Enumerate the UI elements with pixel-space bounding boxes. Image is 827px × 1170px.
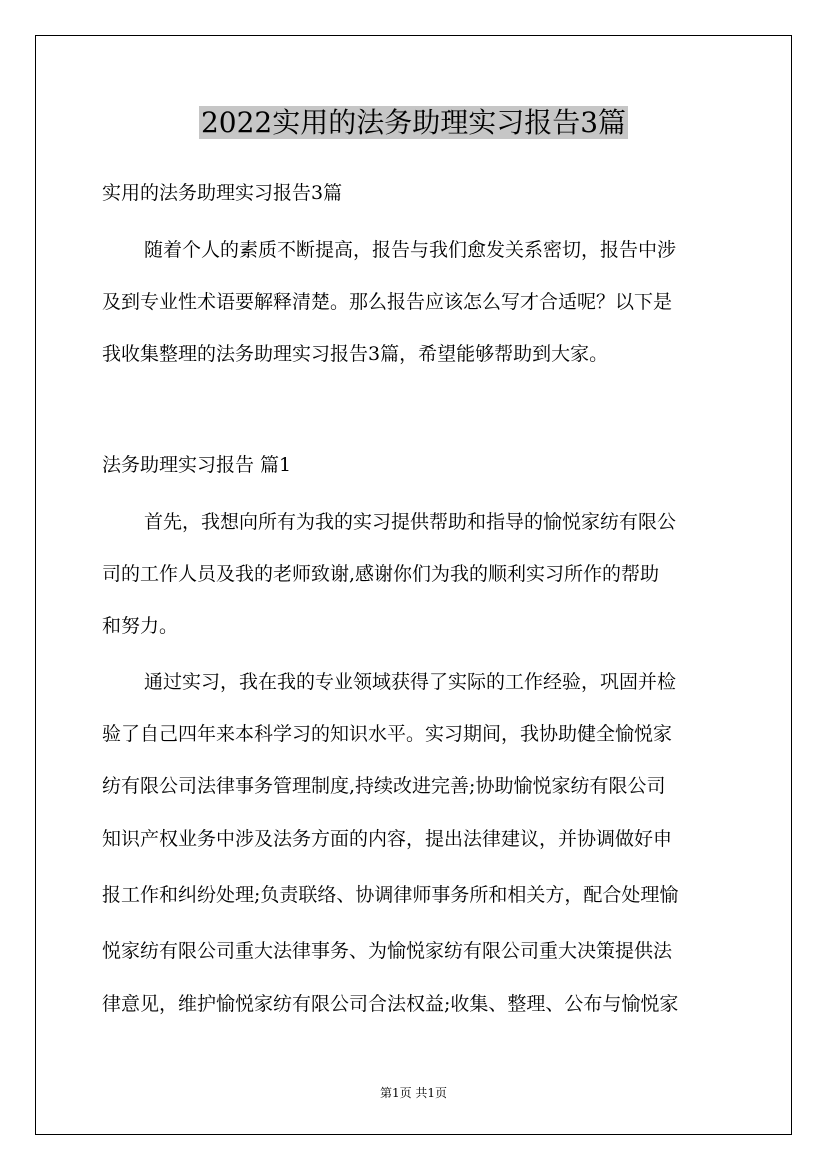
paragraph-line: 司的工作人员及我的老师致谢,感谢你们为我的顺利实习所作的帮助	[102, 563, 660, 585]
section-heading: 法务助理实习报告 篇1	[102, 454, 292, 476]
document-subtitle: 实用的法务助理实习报告3篇	[102, 182, 343, 204]
paragraph-line: 知识产权业务中涉及法务方面的内容，提出法律建议，并协调做好申	[102, 828, 673, 850]
paragraph-line: 悦家纺有限公司重大法律事务、为愉悦家纺有限公司重大决策提供法	[102, 940, 673, 962]
paragraph-line: 随着个人的素质不断提高，报告与我们愈发关系密切，报告中涉	[144, 239, 677, 261]
paragraph-line: 我收集整理的法务助理实习报告3篇，希望能够帮助到大家。	[102, 343, 609, 365]
paragraph-line: 和努力。	[102, 615, 179, 637]
paragraph-line: 通过实习，我在我的专业领域获得了实际的工作经验，巩固并检	[144, 671, 677, 693]
paragraph-line: 及到专业性术语要解释清楚。那么报告应该怎么写才合适呢？以下是	[102, 291, 673, 313]
paragraph-line: 验了自己四年来本科学习的知识水平。实习期间，我协助健全愉悦家	[102, 723, 673, 745]
page-footer: 第1页 共1页	[379, 1086, 448, 1100]
paragraph-line: 纺有限公司法律事务管理制度,持续改进完善;协助愉悦家纺有限公司	[102, 775, 666, 797]
paragraph-line: 首先，我想向所有为我的实习提供帮助和指导的愉悦家纺有限公	[144, 511, 677, 533]
paragraph-line: 报工作和纠纷处理;负责联络、协调律师事务所和相关方，配合处理愉	[102, 884, 679, 906]
document-title: 2022实用的法务助理实习报告3篇	[200, 106, 627, 139]
paragraph-line: 律意见，维护愉悦家纺有限公司合法权益;收集、整理、公布与愉悦家	[102, 993, 679, 1015]
